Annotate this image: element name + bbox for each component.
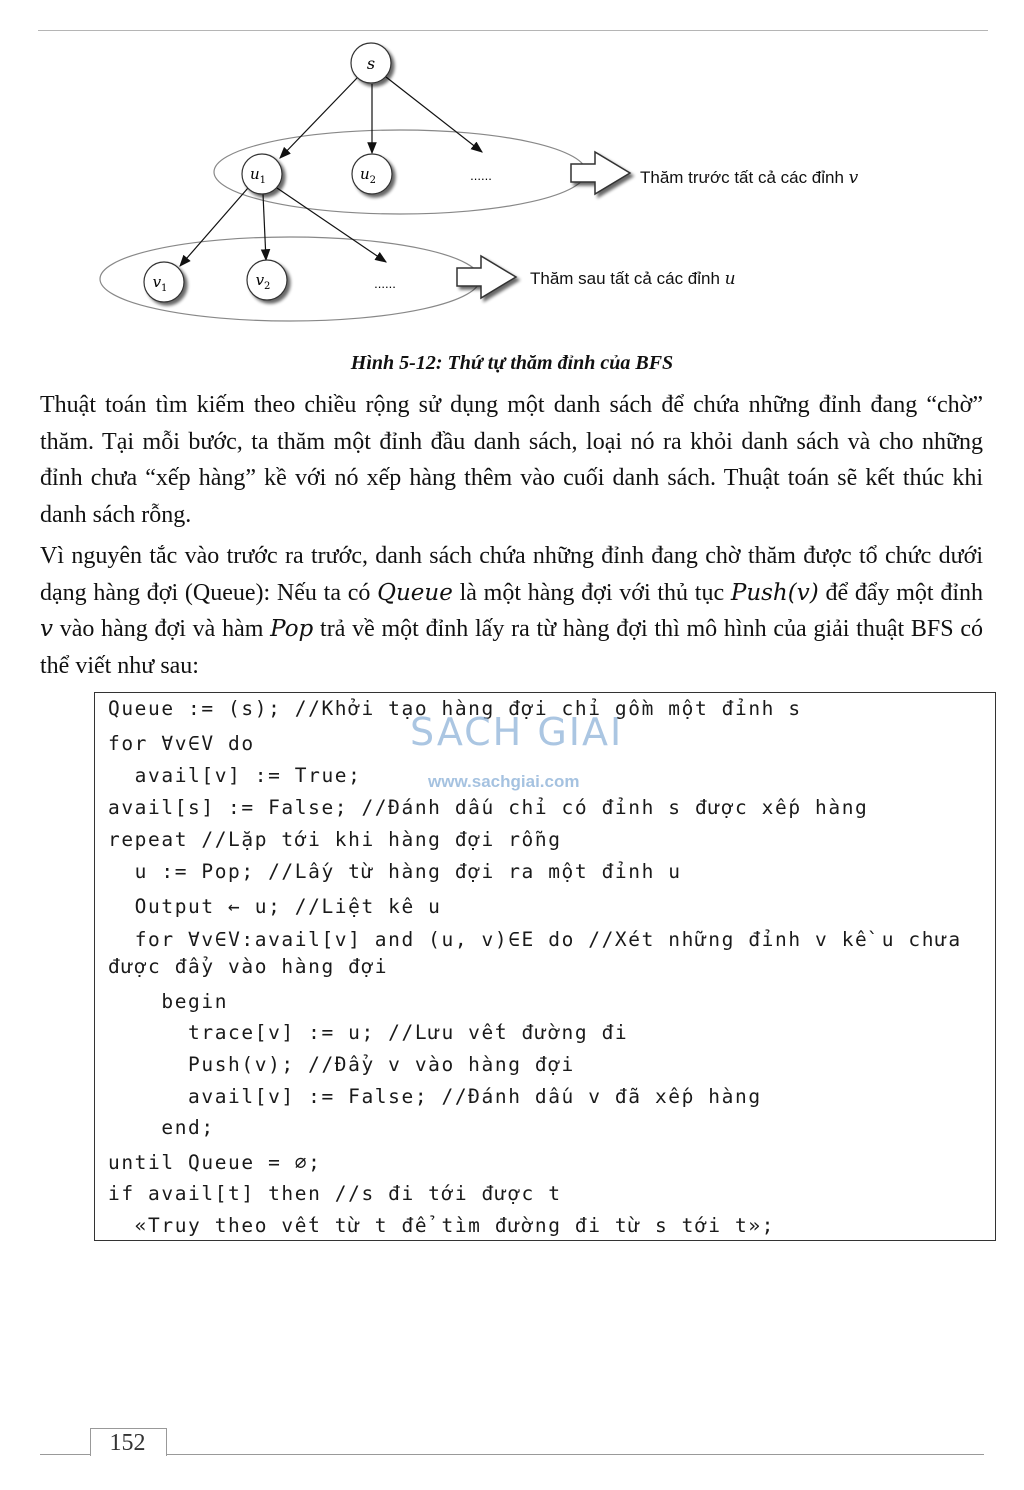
code-line: avail[v] := False; //Đánh dấu v đã xếp hàng — [108, 1085, 762, 1108]
node-v2 — [247, 260, 287, 300]
code-line: for ∀v∈V:avail[v] and (u, v)∈E do //Xét những đỉnh v kề u chưa được đẩy vào hàng đợi — [108, 928, 976, 978]
label-visit-before: Thăm trước tất cả các đỉnh — [640, 168, 849, 187]
math-v: v — [40, 616, 53, 642]
node-v2-sub: 2 — [264, 281, 271, 292]
paragraph-bfs-description: Thuật toán tìm kiếm theo chiều rộng sử dụng một danh sách để chứa những đỉnh đang “chờ” thăm. Tại mỗi bước, ta thăm một đỉnh đầu danh sách, loại nó ra khỏi danh sách và cho những đỉnh chưa “xếp hàng” kề với nó xếp hàng thêm vào cuối danh sách. Thuật toán sẽ kết thúc khi danh sách rỗng. — [40, 392, 983, 528]
para2-text-2: là một hàng đợi với thủ tục — [452, 579, 731, 606]
node-s-label: s — [366, 54, 376, 73]
code-line: Queue := (s); //Khởi tạo hàng đợi chỉ gồm một đỉnh s — [108, 697, 802, 720]
edge-s-dots — [386, 77, 482, 152]
edge-s-u1 — [280, 77, 358, 158]
node-u2-sub: 2 — [369, 175, 377, 186]
code-line: repeat //Lặp tới khi hàng đợi rỗng — [108, 828, 562, 851]
code-line: avail[v] := True; — [108, 764, 362, 787]
code-line: trace[v] := u; //Lưu vết đường đi — [108, 1021, 629, 1044]
code-line: «Truy theo vết từ t để tìm đường đi từ s tới t»; — [108, 1214, 775, 1237]
math-push: Push(v) — [730, 579, 819, 606]
node-u2 — [352, 154, 392, 194]
label-visit-before-var: v — [848, 168, 859, 188]
para2-text-3: để đẩy một đỉnh — [818, 579, 983, 606]
para2-text-4: vào hàng đợi và hàm — [53, 616, 271, 642]
node-v1-label: v — [152, 273, 162, 291]
svg-text:Thăm sau tất cả các đỉnh u — [530, 269, 736, 289]
edge-u1-dots — [277, 188, 386, 262]
svg-text:Thăm trước tất cả các đỉnh v — [640, 168, 859, 188]
code-line: until Queue = ∅; — [108, 1151, 322, 1174]
code-line: Push(v); //Đẩy v vào hàng đợi — [108, 1053, 575, 1076]
label-visit-after-var: u — [724, 269, 736, 289]
watermark-logo: SACH GIAI — [410, 710, 624, 754]
block-arrow-bottom-icon — [457, 256, 516, 298]
code-line: avail[s] := False; //Đánh dấu chỉ có đỉnh s được xếp hàng — [108, 796, 869, 819]
code-line: if avail[t] then //s đi tới được t — [108, 1182, 562, 1205]
code-line: Output ← u; //Liệt kê u — [108, 895, 442, 918]
edge-u1-v2 — [263, 194, 266, 260]
node-s — [351, 43, 391, 83]
node-u1 — [242, 154, 282, 194]
figure-caption: Hình 5-12: Thứ tự thăm đỉnh của BFS — [350, 352, 674, 374]
node-v1 — [144, 262, 184, 302]
label-visit-after: Thăm sau tất cả các đỉnh — [530, 269, 725, 288]
block-arrow-top-icon — [571, 152, 630, 194]
node-u1-sub: 1 — [259, 175, 267, 186]
node-v1-sub: 1 — [161, 283, 168, 294]
para2-text-1: Vì nguyên tắc vào trước ra trước, danh sách chứa những đỉnh đang chờ thăm được tổ chức dưới dạng hàng đợi (Queue): Nếu ta có — [40, 543, 983, 606]
node-u1-label: u — [249, 165, 260, 183]
code-line: end; — [108, 1116, 215, 1139]
watermark-url: www.sachgiai.com — [428, 772, 580, 791]
para2-text-5: trả về một đỉnh lấy ra từ hàng đợi thì mô hình của giải thuật BFS có thể viết như sau: — [40, 616, 983, 679]
code-line: for ∀v∈V do — [108, 732, 255, 755]
page-number: 152 — [109, 1430, 146, 1456]
code-line: begin — [108, 990, 229, 1013]
node-u2-label: u — [359, 165, 370, 183]
dots-top: ...... — [470, 168, 492, 183]
bfs-order-figure — [0, 0, 1024, 345]
code-line: u := Pop; //Lấy từ hàng đợi ra một đỉnh u — [108, 860, 682, 883]
dots-bottom: ...... — [374, 276, 396, 291]
footer-rule — [40, 1454, 984, 1455]
math-queue: Queue — [377, 579, 453, 606]
math-pop: Pop — [270, 616, 314, 642]
paragraph-queue-description — [40, 538, 983, 684]
edge-u1-v1 — [180, 188, 248, 266]
node-v2-label: v — [255, 271, 265, 289]
